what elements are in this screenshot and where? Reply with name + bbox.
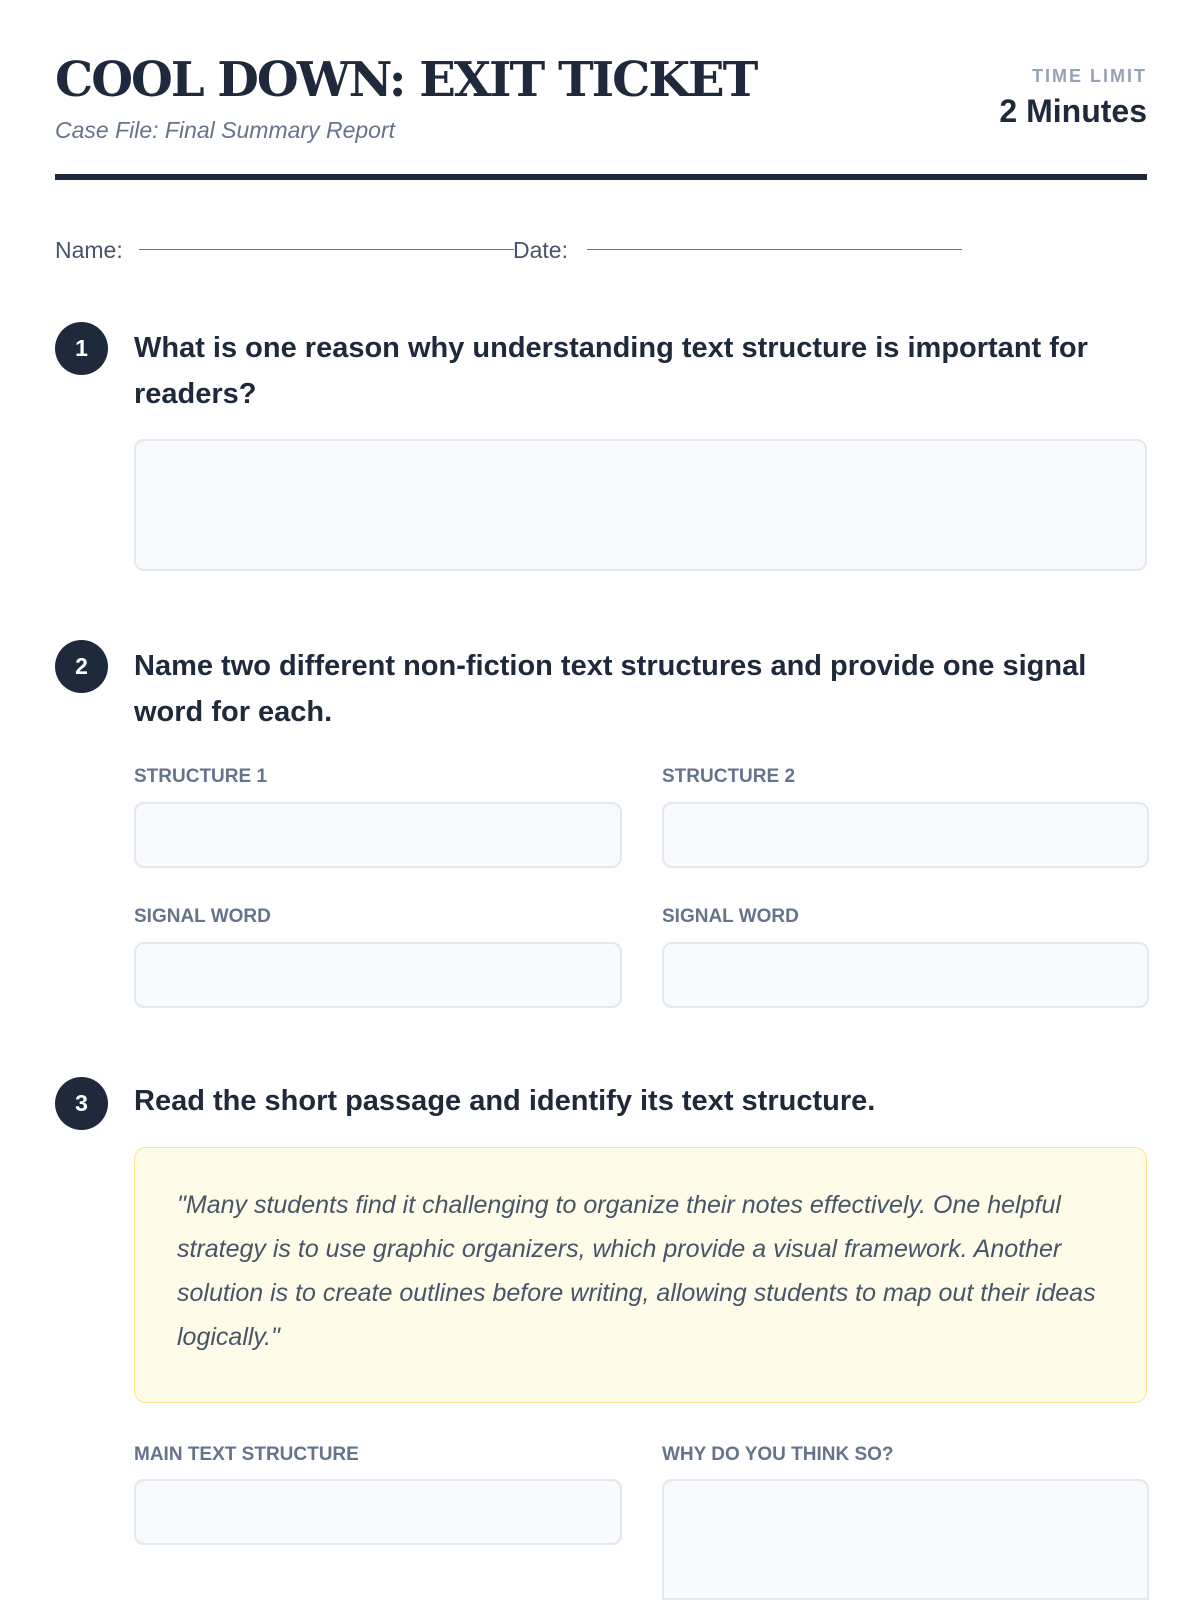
- structure-1-input[interactable]: [134, 802, 622, 868]
- why-label: WHY DO YOU THINK SO?: [662, 1444, 894, 1465]
- date-label: Date:: [513, 237, 568, 263]
- question-2-text: Name two different non-fiction text structures and provide one signal word for each.: [134, 650, 1087, 728]
- name-label: Name:: [55, 237, 123, 263]
- structure-2-label: STRUCTURE 2: [662, 766, 796, 787]
- signal-word-2-input[interactable]: [662, 942, 1149, 1008]
- question-1-answer-box[interactable]: [134, 439, 1147, 571]
- time-limit-value: 2 Minutes: [999, 93, 1147, 129]
- question-3-text: Read the short passage and identify its text structure.: [134, 1085, 876, 1117]
- signal-word-2-label: SIGNAL WORD: [662, 906, 799, 927]
- question-1-number: 1: [55, 322, 108, 375]
- time-limit-label: TIME LIMIT: [1032, 66, 1147, 86]
- main-text-structure-input[interactable]: [134, 1479, 622, 1545]
- passage-box: [134, 1147, 1147, 1403]
- exit-ticket-page: [55, 0, 1147, 1600]
- question-2-number: 2: [55, 640, 108, 693]
- signal-word-1-label: SIGNAL WORD: [134, 906, 271, 927]
- structure-2-input[interactable]: [662, 802, 1149, 868]
- structure-1-label: STRUCTURE 1: [134, 766, 268, 787]
- question-3-number: 3: [55, 1077, 108, 1130]
- main-text-structure-label: MAIN TEXT STRUCTURE: [134, 1444, 359, 1465]
- signal-word-1-input[interactable]: [134, 942, 622, 1008]
- name-line[interactable]: [139, 249, 514, 250]
- question-1-text: What is one reason why understanding text structure is important for readers?: [134, 332, 1088, 410]
- date-line[interactable]: [587, 249, 962, 250]
- page-title: COOL DOWN: EXIT TICKET: [55, 52, 757, 108]
- why-answer-box[interactable]: [662, 1479, 1149, 1600]
- passage-text: "Many students find it challenging to organize their notes effectively. One helpful strategy is to use graphic organizers, which provide a visual framework. Another solution is to create outlines before writing, allowing students to map out their ideas logically.": [177, 1191, 1096, 1351]
- header-divider: [55, 174, 1147, 180]
- page-subtitle: Case File: Final Summary Report: [55, 117, 395, 143]
